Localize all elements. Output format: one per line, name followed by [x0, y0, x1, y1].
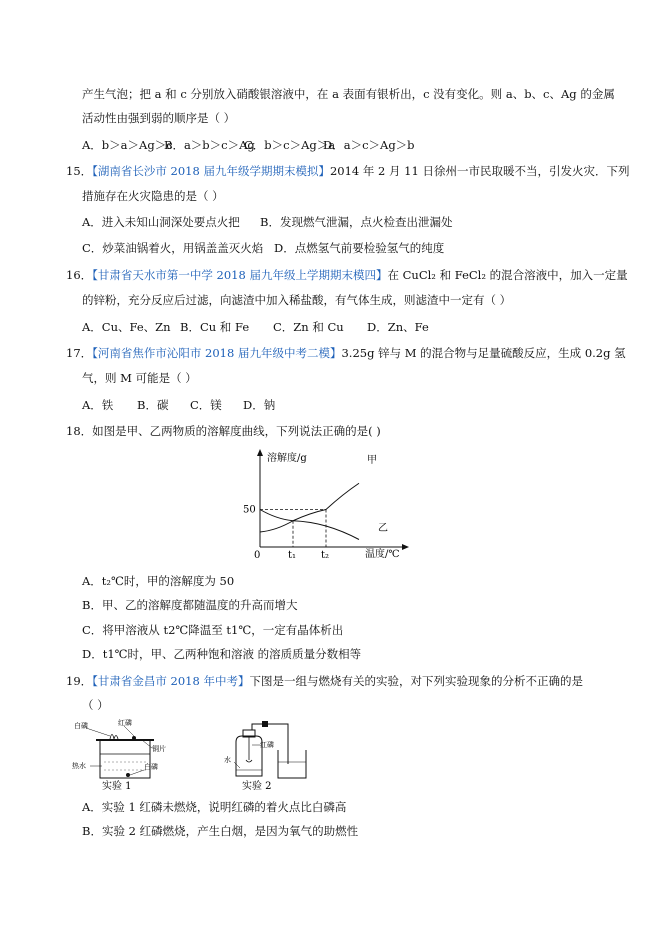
- q14-option-c[interactable]: C．b＞c＞Ag＞a: [244, 138, 336, 152]
- leader-5: [130, 770, 144, 775]
- q15-number: 15．: [66, 164, 93, 178]
- q17-option-a[interactable]: A．铁: [82, 398, 114, 412]
- q17-option-c[interactable]: C．镁: [190, 398, 222, 412]
- tick-y-50: 50: [243, 504, 256, 516]
- experiment-2-figure: [222, 718, 314, 790]
- beaker: [100, 740, 150, 778]
- clamp: [262, 721, 268, 727]
- label-white-phosphorus-2: 白磷: [144, 763, 158, 771]
- solubility-chart: [245, 447, 415, 562]
- q17-line1: [66, 345, 626, 361]
- q19-line1: [66, 673, 583, 689]
- beaker-2: [278, 750, 306, 778]
- q18-option-b[interactable]: B．甲、乙的溶解度都随温度的升高而增大: [82, 598, 298, 612]
- q16-source: 【甘肃省天水市第一中学 2018 届九年级上学期期末模四】: [92, 268, 388, 282]
- q18-line1: 18．如图是甲、乙两物质的溶解度曲线，下列说法正确的是( ): [66, 424, 381, 438]
- red-phosphorus: [132, 736, 136, 740]
- label-red-phosphorus-2: 红磷: [260, 741, 274, 749]
- q17-number: 17．: [66, 346, 93, 360]
- q15-option-b[interactable]: B．发现燃气泄漏，点火检查出泄漏处: [260, 215, 453, 229]
- experiment-1-figure: [72, 718, 172, 790]
- experiment-2-caption: 实验 2: [242, 781, 272, 792]
- q16-text: 在 CuCl₂ 和 FeCl₂ 的混合溶液中，加入一定量: [387, 268, 628, 282]
- q19-option-b[interactable]: B．实验 2 红磷燃烧，产生白烟，是因为氧气的助燃性: [82, 824, 359, 838]
- q19-source: 【甘肃省金昌市 2018 年中考】: [92, 674, 250, 688]
- q19-line2: （ ）: [82, 698, 109, 712]
- q16-number: 16．: [66, 268, 93, 282]
- label-white-phosphorus: 白磷: [74, 722, 88, 730]
- q17-line2: 气，则 M 可能是（ ）: [82, 371, 197, 385]
- white-phosphorus-flame: [110, 735, 118, 740]
- q15-line1: [66, 163, 629, 179]
- q15-option-c[interactable]: C．炒菜油锅着火，用锅盖盖灭火焰: [82, 241, 264, 255]
- leader-2: [124, 726, 134, 736]
- q15-line2: 措施存在火灾隐患的是（ ）: [82, 189, 224, 203]
- q16-option-d[interactable]: D．Zn、Fe: [367, 320, 429, 334]
- tick-x-t1: t₁: [288, 550, 297, 561]
- experiment-1-caption: 实验 1: [102, 781, 132, 792]
- label-water: 水: [224, 756, 231, 764]
- q15-source: 【湖南省长沙市 2018 届九年级学期期末模拟】: [92, 164, 330, 178]
- q17-option-b[interactable]: B．碳: [137, 398, 169, 412]
- legend-jia: 甲: [367, 455, 377, 466]
- q16-option-b[interactable]: B．Cu 和 Fe: [180, 320, 250, 334]
- q17-option-d[interactable]: D．钠: [243, 398, 276, 412]
- q14-option-d[interactable]: D．a＞c＞Ag＞b: [323, 138, 415, 152]
- series-jia-curve: [260, 483, 359, 532]
- label-red-phosphorus: 红磷: [118, 719, 132, 727]
- white-phosphorus-underwater: [126, 773, 130, 777]
- q16-line2: 的锌粉，充分反应后过滤，向滤渣中加入稀盐酸，有气体生成，则滤渣中一定有（ ）: [82, 293, 512, 307]
- q18-option-d[interactable]: D．t1℃时，甲、乙两种饱和溶液 的溶质质量分数相等: [82, 647, 362, 661]
- q19-number: 19．: [66, 674, 93, 688]
- q16-option-c[interactable]: C．Zn 和 Cu: [273, 320, 344, 334]
- q14-line2: 活动性由强到弱的顺序是（ ）: [82, 111, 236, 125]
- q17-text: 3.25g 锌与 M 的混合物与足量硫酸反应，生成 0.2g 氢: [341, 346, 626, 360]
- q15-option-d[interactable]: D．点燃氢气前要检验氢气的纯度: [274, 241, 445, 255]
- q18-option-a[interactable]: A．t₂℃时，甲的溶解度为 50: [82, 574, 235, 588]
- y-axis-label: 溶解度/g: [267, 453, 307, 464]
- q18-option-c[interactable]: C．将甲溶液从 t2℃降温至 t1℃，一定有晶体析出: [82, 623, 344, 637]
- q14-option-b[interactable]: B．a＞b＞c＞Ag: [164, 138, 255, 152]
- tick-x-t2: t₂: [321, 550, 330, 561]
- label-hot-water: 热水: [72, 762, 86, 770]
- q19-text: 下图是一组与燃烧有关的实验，对下列实验现象的分析不正确的是: [249, 674, 583, 688]
- q15-text: 2014 年 2 月 11 日徐州一市民取暖不当，引发火灾．下列: [329, 164, 630, 178]
- label-copper-sheet: 铜片: [152, 745, 166, 753]
- q14-line1: 产生气泡；把 a 和 c 分别放入硝酸银溶液中，在 a 表面有银析出，c 没有变化。则 a、b、c、Ag 的金属: [82, 87, 615, 101]
- q16-option-a[interactable]: A．Cu、Fe、Zn: [82, 320, 171, 334]
- spoon-cup: [246, 760, 252, 762]
- leader-water: [234, 762, 240, 768]
- tick-x-0: 0: [254, 550, 261, 561]
- q19-option-a[interactable]: A．实验 1 红磷未燃烧，说明红磷的着火点比白磷高: [82, 800, 347, 814]
- x-axis-arrow: [402, 544, 409, 550]
- q17-source: 【河南省焦作市沁阳市 2018 届九年级中考二模】: [92, 346, 342, 360]
- q16-line1: [66, 267, 628, 283]
- legend-yi: 乙: [378, 523, 388, 534]
- leader-1: [86, 728, 110, 736]
- q15-option-a[interactable]: A．进入未知山洞深处要点火把: [82, 215, 240, 229]
- q14-option-a[interactable]: A．b＞a＞Ag＞c: [82, 138, 173, 152]
- x-axis-label: 温度/℃: [365, 549, 400, 560]
- y-axis-arrow: [257, 449, 263, 456]
